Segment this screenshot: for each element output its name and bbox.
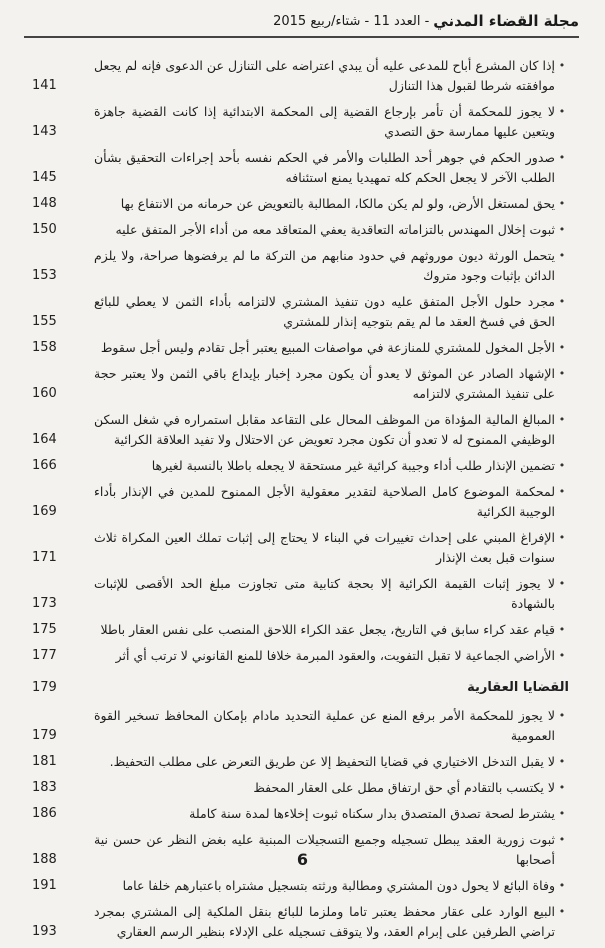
- toc-entry: [30, 804, 569, 824]
- entry-page-number: 145: [32, 170, 57, 185]
- entry-text: إذا كان المشرع أباح للمدعى عليه أن يبدي اعتراضه على التنازل عن الدعوى فإنه لم يجعل موافقته شرطا لقبول هذا التنازل: [94, 58, 555, 93]
- entry-text: وفاة البائع لا يحول دون المشتري ومطالبة ورثته بتسجيل مشتراه باعتبارهم خلفا عاما: [122, 878, 555, 893]
- entry-page-number: 169: [32, 504, 57, 519]
- entry-text: لا يكتسب بالتقادم أي حق ارتفاق مطل على العقار المحفظ: [253, 780, 555, 795]
- bullet-icon: •: [558, 249, 566, 262]
- entry-text: مجرد حلول الأجل المتفق عليه دون تنفيذ المشتري لالتزامه بأداء الثمن لا يعطي للبائع الحق في فسخ العقد ما لم يقم بتوجيه إنذار للمشتري: [94, 294, 555, 329]
- toc-entry: [30, 528, 569, 568]
- entry-text: الأراضي الجماعية لا تقبل التفويت، والعقود المبرمة خلافا للمنع القانوني لا ترتب أي أثر: [115, 648, 555, 663]
- bullet-icon: •: [558, 755, 566, 768]
- bullet-icon: •: [558, 531, 566, 544]
- entry-text: لا يقبل التدخل الاختياري في قضايا التحفيظ إلا عن طريق التعرض على مطلب التحفيظ.: [109, 754, 555, 769]
- entry-page-number: 141: [32, 78, 57, 93]
- entry-page-number: 160: [32, 386, 57, 401]
- entry-page-number: 148: [32, 196, 57, 211]
- toc-entry: [30, 148, 569, 188]
- toc-entry: [30, 246, 569, 286]
- bullet-icon: •: [558, 59, 566, 72]
- bullet-icon: •: [558, 223, 566, 236]
- bullet-icon: •: [558, 649, 566, 662]
- entry-page-number: 171: [32, 550, 57, 565]
- bullet-icon: •: [558, 151, 566, 164]
- entry-page-number: 166: [32, 458, 57, 473]
- bullet-icon: •: [558, 577, 566, 590]
- toc-entry: [30, 194, 569, 214]
- entry-page-number: 150: [32, 222, 57, 237]
- entry-text: لا يجوز إثبات القيمة الكرائية إلا بحجة كتابية متى تجاوزت مبلغ الحد الأقصى للإثبات بالشهادة: [94, 576, 555, 611]
- bullet-icon: •: [558, 105, 566, 118]
- entry-page-number: 153: [32, 268, 57, 283]
- entry-text: ثبوت زورية العقد يبطل تسجيله وجميع التسجيلات المبنية عليه بغض النظر عن حسن نية أصحابها: [94, 832, 555, 867]
- toc-entry: [30, 574, 569, 614]
- entry-text: الأجل المخول للمشتري للمنازعة في مواصفات المبيع يعتبر أجل تقادم وليس أجل سقوط: [100, 340, 555, 355]
- entry-page-number: 181: [32, 754, 57, 769]
- entry-page-number: 179: [32, 728, 57, 743]
- toc-entry: [30, 338, 569, 358]
- toc-list-general: [30, 56, 569, 666]
- section-title: القضايا العقارية: [467, 680, 569, 695]
- bullet-icon: •: [558, 485, 566, 498]
- entry-text: قيام عقد كراء سابق في التاريخ، يجعل عقد الكراء اللاحق المنصب على نفس العقار باطلا: [100, 622, 555, 637]
- toc-list-real-estate: [30, 706, 569, 942]
- entry-text: لا يجوز للمحكمة أن تأمر بإرجاع القضية إلى المحكمة الابتدائية إذا كانت القضية جاهزة ويتعين عليها ممارسة حق التصدي: [94, 104, 555, 139]
- header-rule: [24, 36, 579, 38]
- toc-entry: [30, 902, 569, 942]
- entry-text: يتحمل الورثة ديون موروثهم في حدود منابهم من التركة ما لم يرفضوها صراحة، ولا يلزم الدائن بإثبات وجود متروك: [94, 248, 555, 283]
- entry-page-number: 193: [32, 924, 57, 939]
- bullet-icon: •: [558, 623, 566, 636]
- toc-entry: [30, 292, 569, 332]
- toc-entry: [30, 778, 569, 798]
- running-header: [24, 9, 579, 33]
- toc-entry: [30, 410, 569, 450]
- toc-entry: [30, 876, 569, 896]
- page-number: 6: [296, 850, 309, 869]
- entry-page-number: 183: [32, 780, 57, 795]
- entry-text: يشترط لصحة تصدق المتصدق بدار سكناه ثبوت إخلاءها لمدة سنة كاملة: [189, 806, 555, 821]
- bullet-icon: •: [558, 367, 566, 380]
- entry-page-number: 191: [32, 878, 57, 893]
- bullet-icon: •: [558, 197, 566, 210]
- toc-entry: [30, 220, 569, 240]
- entry-text: لا يجوز للمحكمة الأمر برفع المنع عن عملية التحديد مادام بإمكان المحافظ تسخير القوة العمومية: [94, 708, 555, 743]
- entry-text: الإفراغ المبني على إحداث تغييرات في البناء لا يحتاج إلى إثبات تملك العين المكراة ثلاث سنوات قبل بعث الإنذار: [94, 530, 555, 565]
- entry-page-number: 173: [32, 596, 57, 611]
- bullet-icon: •: [558, 709, 566, 722]
- entry-page-number: 188: [32, 852, 57, 867]
- bullet-icon: •: [558, 781, 566, 794]
- entry-text: لمحكمة الموضوع كامل الصلاحية لتقدير معقولية الأجل الممنوح للمدين في الإنذار بأداء الوجيبة الكرائية: [94, 484, 555, 519]
- bullet-icon: •: [558, 459, 566, 472]
- bullet-icon: •: [558, 295, 566, 308]
- entry-text: صدور الحكم في جوهر أحد الطلبات والأمر في الحكم نفسه بأحد إجراءات التحقيق بشأن الطلب الآخر لا يجعل الحكم كله تمهيديا يمنع استئنافه: [94, 150, 555, 185]
- entry-page-number: 186: [32, 806, 57, 821]
- entry-text: الإشهاد الصادر عن الموثق لا يعدو أن يكون مجرد إخبار بإيداع باقي الثمن ولا يعتبر حجة على تنفيذ المشتري لالتزامه: [94, 366, 555, 401]
- entry-page-number: 175: [32, 622, 57, 637]
- entry-page-number: 158: [32, 340, 57, 355]
- section-page-number: 179: [32, 680, 57, 695]
- entry-page-number: 177: [32, 648, 57, 663]
- bullet-icon: •: [558, 413, 566, 426]
- entry-text: المبالغ المالية المؤداة من الموظف المحال على التقاعد مقابل استمراره في شغل السكن الوظيفي الممنوح له لا تعدو أن تكون مجرد تعويض عن الاحتلال ولا تفيد العلاقة الكرائية: [94, 412, 555, 447]
- entry-page-number: 164: [32, 432, 57, 447]
- bullet-icon: •: [558, 807, 566, 820]
- toc-entry: [30, 102, 569, 142]
- toc-entry: [30, 620, 569, 640]
- entry-text: تضمين الإنذار طلب أداء وجيبة كرائية غير مستحقة لا يجعله باطلا بالنسبة لغيرها: [151, 458, 555, 473]
- journal-title: مجلة القضاء المدني: [433, 12, 579, 30]
- bullet-icon: •: [558, 905, 566, 918]
- toc-entry: [30, 706, 569, 746]
- toc-entry: [30, 752, 569, 772]
- bullet-icon: •: [558, 833, 566, 846]
- entry-page-number: 155: [32, 314, 57, 329]
- entry-text: البيع الوارد على عقار محفظ يعتبر تاما وملزما للبائع بنقل الملكية إلى المشتري بمجرد تراضي الطرفين على إبرام العقد، ولا يتوقف تسجيله على الإدلاء بنظير الرسم العقاري: [94, 904, 555, 939]
- toc-entry: [30, 646, 569, 666]
- toc-entry: [30, 56, 569, 96]
- issue-info: - العدد 11 - شتاء/ربيع 2015: [273, 13, 430, 29]
- table-of-contents: [30, 56, 569, 948]
- entry-page-number: 143: [32, 124, 57, 139]
- toc-entry: [30, 456, 569, 476]
- toc-entry: [30, 364, 569, 404]
- entry-text: يحق لمستغل الأرض، ولو لم يكن مالكا، المطالبة بالتعويض عن حرمانه من الانتفاع بها: [120, 196, 555, 211]
- entry-text: ثبوت إخلال المهندس بالتزاماته التعاقدية يعفي المتعاقد معه من أداء الأجر المتفق عليه: [115, 222, 555, 237]
- section-heading: [30, 678, 569, 700]
- bullet-icon: •: [558, 341, 566, 354]
- bullet-icon: •: [558, 879, 566, 892]
- toc-entry: [30, 482, 569, 522]
